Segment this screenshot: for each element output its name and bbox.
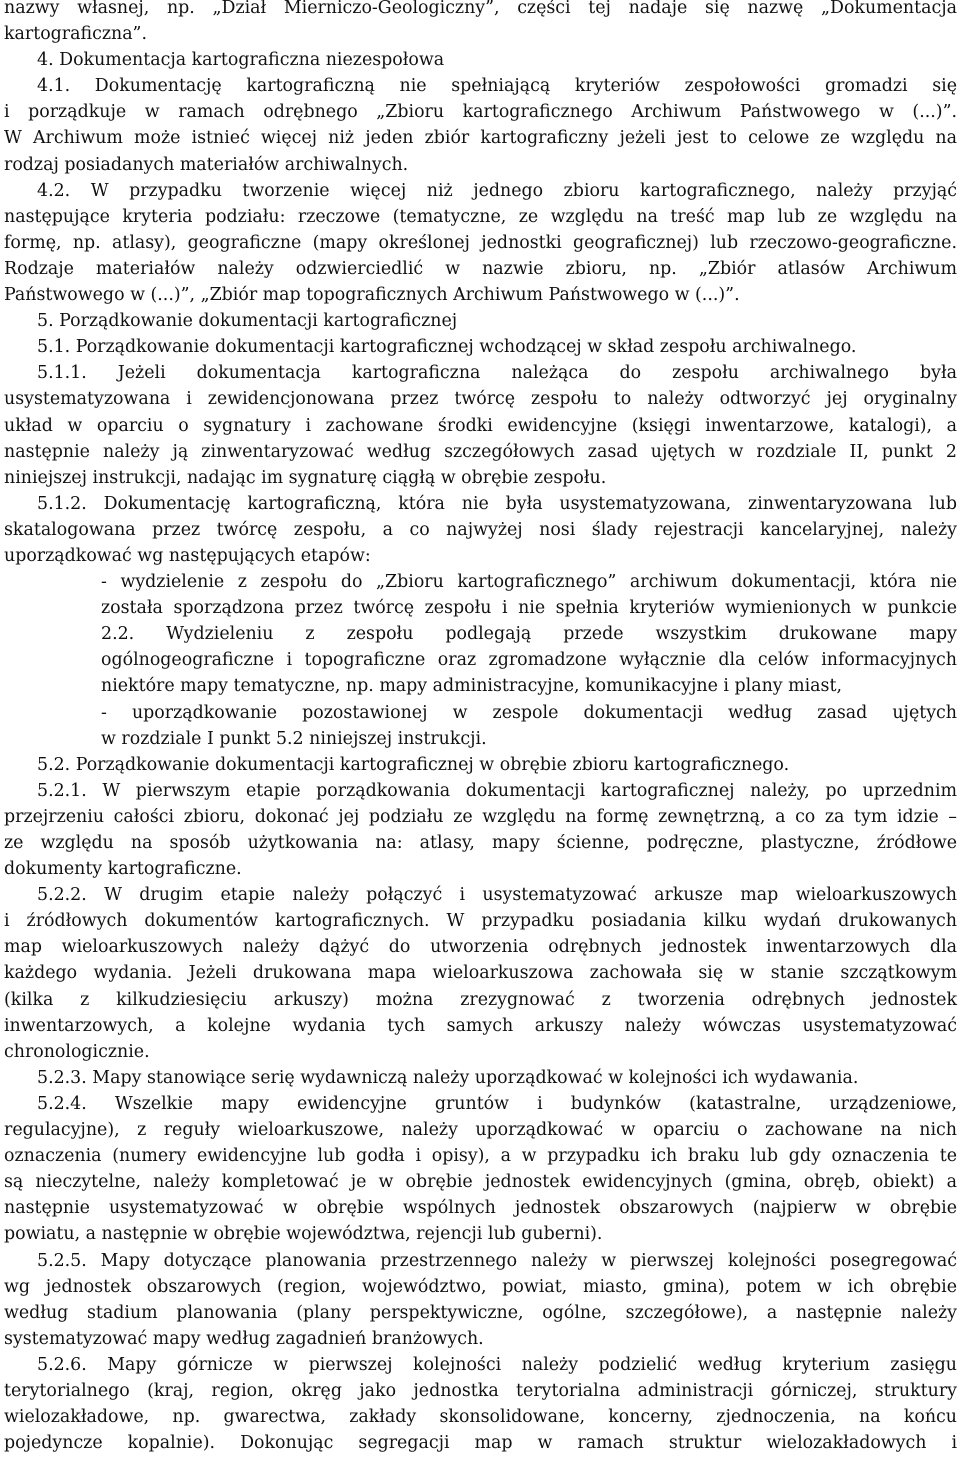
text-line: 5.2.6. Mapy górnicze w pierwszej kolejności należy podzielić według kryterium zasięgu bbox=[37, 1354, 957, 1375]
paragraph-5-2-4 bbox=[4, 1091, 957, 1248]
paragraph-5-2-3 bbox=[4, 1065, 957, 1091]
text-line: map wieloarkuszowych należy dążyć do utworzenia odrębnych jednostek inwentarzowych dla bbox=[4, 937, 957, 958]
text-line: 4.2. W przypadku tworzenie więcej niż jednego zbioru kartograficznego, należy przyjąć bbox=[37, 180, 957, 201]
text-line: przejrzeniu całości zbioru, dokonać jej podziału ze względu na formę zewnętrzną, a co za tym idzie – bbox=[4, 806, 957, 827]
paragraph-4-1 bbox=[4, 73, 957, 177]
text-line: chronologicznie. bbox=[4, 1041, 150, 1062]
text-line: są nieczytelne, należy kompletować je w obrębie jednostek ewidencyjnych (gmina, obręb, obiekt) a bbox=[4, 1172, 957, 1193]
paragraph-5-2-2 bbox=[4, 882, 957, 1065]
text-line: formę, np. atlasy), geograficzne (mapy określonej jednostki geograficznej) lub rzeczowo-geograficzne. bbox=[4, 232, 957, 253]
text-line: 5.2.1. W pierwszym etapie porządkowania dokumentacji kartograficznej należy, po uprzednim bbox=[37, 780, 957, 801]
paragraph-5-2-5 bbox=[4, 1248, 957, 1352]
text-line: i źródłowych dokumentów kartograficznych. W przypadku posiadania kilku wydań drukowanych bbox=[4, 911, 957, 932]
text-line: w rozdziale I punkt 5.2 niniejszej instrukcji. bbox=[101, 728, 487, 749]
heading-line: 4. Dokumentacja kartograficzna niezespołowa bbox=[37, 50, 445, 71]
paragraph-5-2-6 bbox=[4, 1352, 957, 1456]
text-line: Państwowego w (...)”, „Zbiór map topograficznych Archiwum Państwowego w (...)”. bbox=[4, 285, 740, 306]
heading-line: 5.2. Porządkowanie dokumentacji kartograficznej w obrębie zbioru kartograficznego. bbox=[37, 754, 790, 775]
section-heading-4 bbox=[4, 47, 957, 73]
text-line: następnie należy ją zinwentaryzować według szczegółowych zasad ujętych w rozdziale II, punkt 2 bbox=[4, 441, 957, 462]
text-line: 4.1. Dokumentację kartograficzną nie spełniającą kryteriów zespołowości gromadzi się bbox=[37, 76, 957, 97]
text-line: 5.2.2. W drugim etapie należy połączyć i usystematyzować arkusze map wieloarkuszowych bbox=[37, 885, 957, 906]
text-line: rodzaj posiadanych materiałów archiwalnych. bbox=[4, 154, 409, 175]
text-line: regulacyjne), z reguły wieloarkuszowe, należy uporządkować w oparciu o zachowane na nich bbox=[4, 1120, 957, 1141]
text-line: W Archiwum może istnieć więcej niż jeden zbiór kartograficzny jeżeli jest to celowe ze względu na bbox=[4, 128, 957, 149]
text-line: 5.2.4. Wszelkie mapy ewidencyjne gruntów i budynków (katastralne, urządzeniowe, bbox=[37, 1093, 957, 1114]
text-line: (kilka z kilkudziesięciu arkuszy) można zrezygnować z tworzenia odrębnych jednostek bbox=[4, 989, 957, 1010]
text-line: 2.2. Wydzieleniu z zespołu podlegają przede wszystkim drukowane mapy bbox=[101, 624, 957, 645]
text-line: inwentarzowych, a kolejne wydania tych samych arkuszy należy wówczas usystematyzować bbox=[4, 1015, 957, 1036]
text-line: nazwy własnej, np. „Dział Mierniczo-Geologiczny”, części tej nadaje się nazwę „Dokumentacja bbox=[4, 0, 957, 18]
text-line: niektóre mapy tematyczne, np. mapy administracyjne, komunikacyjne i plany miast, bbox=[101, 676, 842, 697]
text-line: terytorialnego (kraj, region, okręg jako jednostka terytorialna administracji górniczej, struktury bbox=[4, 1380, 957, 1401]
text-line: kartograficzna”. bbox=[4, 24, 147, 45]
paragraph-continuation bbox=[4, 0, 957, 47]
text-line: 5.2.3. Mapy stanowiące serię wydawniczą należy uporządkować w kolejności ich wydawania. bbox=[37, 1067, 859, 1088]
text-line: 5.1.2. Dokumentację kartograficzną, która nie była usystematyzowana, zinwentaryzowana lub bbox=[37, 493, 957, 514]
paragraph-5-1-1 bbox=[4, 360, 957, 490]
paragraph-4-2 bbox=[4, 178, 957, 308]
text-line: według stadium planowania (plany perspektywiczne, ogólne, szczegółowe), a następnie należy bbox=[4, 1302, 957, 1323]
list-item bbox=[101, 700, 957, 752]
subsection-heading-5-2 bbox=[4, 752, 957, 778]
text-line: dokumenty kartograficzne. bbox=[4, 859, 242, 880]
text-line: pojedyncze kopalnie). Dokonując segregacji map w ramach struktur wielozakładowych i bbox=[4, 1433, 957, 1454]
text-line: ze względu na sposób użytkowania na: atlasy, mapy ścienne, podręczne, plastyczne, źródłowe bbox=[4, 833, 957, 853]
paragraph-5-1-2 bbox=[4, 491, 957, 569]
text-line: 5.2.5. Mapy dotyczące planowania przestrzennego należy w pierwszej kolejności posegregować bbox=[37, 1250, 957, 1271]
text-line: i porządkuje w ramach odrębnego „Zbioru kartograficznego Archiwum Państwowego w (...)”. bbox=[4, 102, 957, 123]
text-line: wielozakładowe, np. gwarectwa, zakłady skonsolidowane, koncerny, zjednoczenia, na końcu bbox=[4, 1407, 957, 1428]
text-line: usystematyzowana i zewidencjonowana przez twórcę zespołu to należy odtworzyć jej oryginalny bbox=[4, 389, 957, 410]
text-line: 5.1.1. Jeżeli dokumentacja kartograficzna należąca do zespołu archiwalnego była bbox=[37, 363, 957, 384]
text-line: - wydzielenie z zespołu do „Zbioru kartograficznego” archiwum dokumentacji, która nie bbox=[101, 572, 957, 593]
section-heading-5 bbox=[4, 308, 957, 334]
list-item bbox=[101, 569, 957, 699]
heading-line: 5.1. Porządkowanie dokumentacji kartograficznej wchodzącej w skład zespołu archiwalnego. bbox=[37, 337, 857, 358]
text-line: - uporządkowanie pozostawionej w zespole dokumentacji według zasad ujętych bbox=[101, 702, 957, 723]
text-line: następujące kryteria podziału: rzeczowe (tematyczne, ze względu na treść map lub ze względu na bbox=[4, 206, 957, 227]
text-line: oznaczenia (numery ewidencyjne lub godła i opisy), a w przypadku ich braku lub gdy oznaczenia te bbox=[4, 1146, 957, 1167]
bullet-list bbox=[4, 569, 957, 752]
heading-line: 5. Porządkowanie dokumentacji kartograficznej bbox=[37, 311, 458, 332]
subsection-heading-5-1 bbox=[4, 334, 957, 360]
text-line: powiatu, a następnie w obrębie województwa, rejencji lub guberni). bbox=[4, 1224, 603, 1245]
text-line: wg jednostek obszarowych (region, województwo, powiat, miasto, gmina), potem w ich obrębie bbox=[4, 1276, 957, 1297]
paragraph-5-2-1 bbox=[4, 778, 957, 882]
text-line: ogólnogeograficzne i topograficzne oraz zgromadzone wyłącznie dla celów informacyjnych bbox=[101, 650, 957, 671]
text-line: każdego wydania. Jeżeli drukowana mapa wieloarkuszowa zachowała się w stanie szczątkowym bbox=[4, 963, 957, 984]
text-line: układ w oparciu o sygnatury i zachowane środki ewidencyjne (księgi inwentarzowe, katalogi), a bbox=[4, 415, 957, 436]
text-line: uporządkować wg następujących etapów: bbox=[4, 545, 371, 566]
text-line: skatalogowana przez twórcę zespołu, a co najwyżej nosi ślady rejestracji kancelaryjnej, należy bbox=[4, 519, 957, 540]
text-line: następnie usystematyzować w obrębie wspólnych jednostek obszarowych (najpierw w obrębie bbox=[4, 1198, 957, 1219]
text-line: została sporządzona przez twórcę zespołu i nie spełnia kryteriów wymienionych w punkcie bbox=[101, 598, 957, 619]
text-line: systematyzować mapy według zagadnień branżowych. bbox=[4, 1328, 484, 1349]
text-line: Rodzaje materiałów należy odzwierciedlić w nazwie zbioru, np. „Zbiór atlasów Archiwum bbox=[4, 258, 957, 279]
text-line: niniejszej instrukcji, nadając im sygnaturę ciągłą w obrębie zespołu. bbox=[4, 467, 607, 488]
